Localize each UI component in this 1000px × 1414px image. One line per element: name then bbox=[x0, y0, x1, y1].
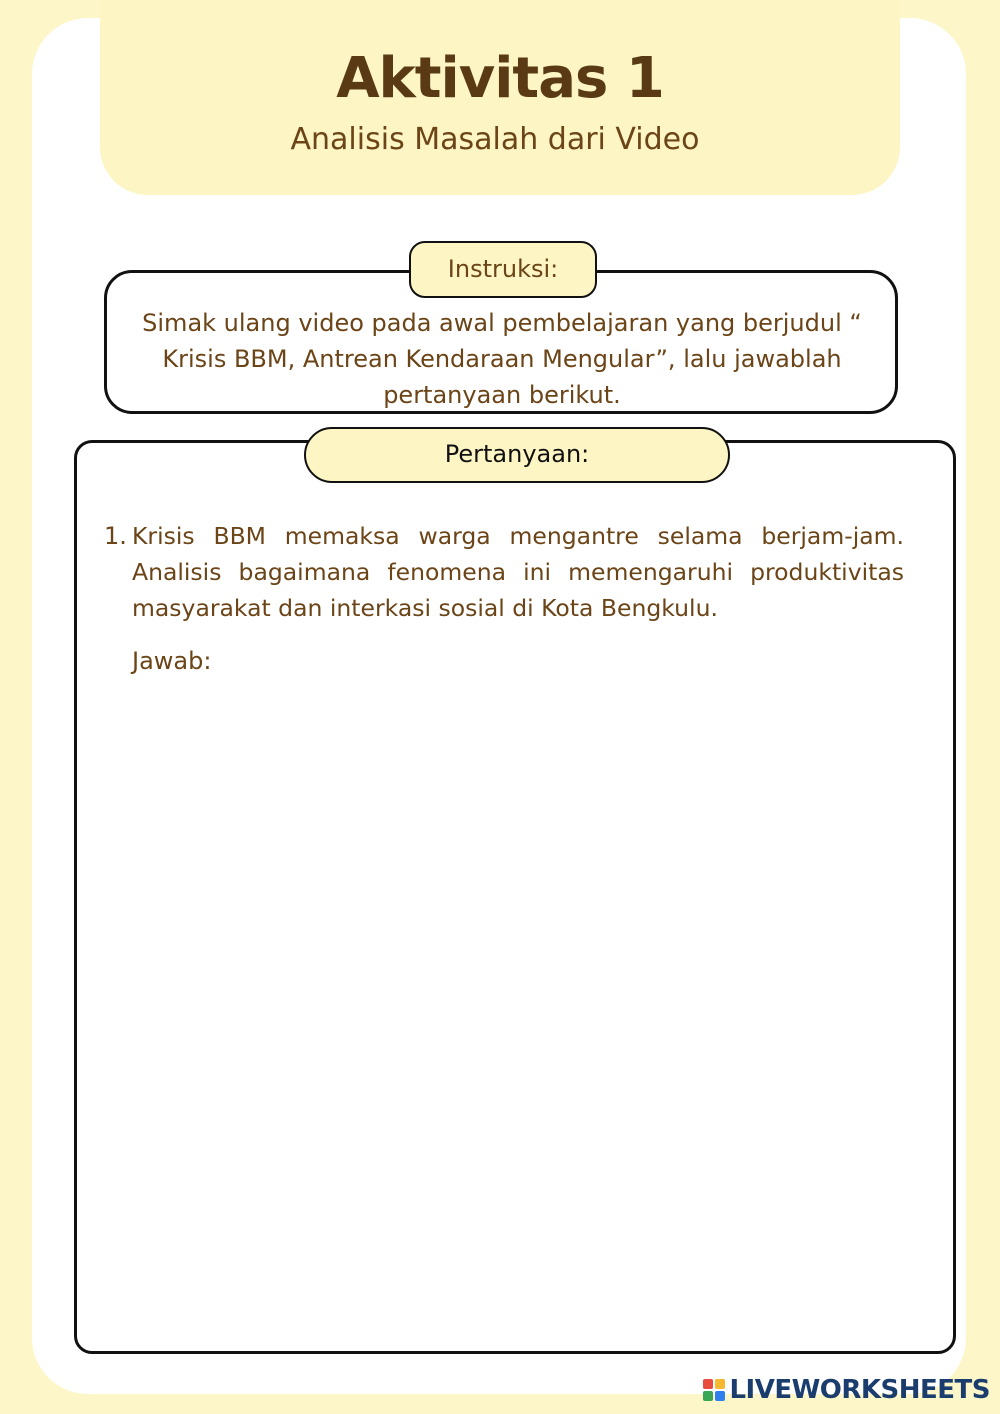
page-title: Aktivitas 1 bbox=[336, 46, 664, 111]
question-number: 1. bbox=[104, 522, 127, 550]
logo-square-blue-icon bbox=[715, 1391, 725, 1401]
liveworksheets-logo[interactable] bbox=[703, 1372, 990, 1408]
logo-text: LIVEWORKSHEETS bbox=[729, 1375, 990, 1405]
question-text: Krisis BBM memaksa warga mengantre selama berjam-jam. Analisis bagaimana fenomena ini memengaruhi produktivitas masyarakat dan interkasi sosial di Kota Bengkulu. bbox=[132, 522, 904, 622]
logo-square-yellow-icon bbox=[715, 1379, 725, 1389]
answer-input-area[interactable] bbox=[132, 686, 904, 1326]
liveworksheets-logo-icon bbox=[703, 1379, 725, 1401]
logo-square-green-icon bbox=[703, 1391, 713, 1401]
logo-square-red-icon bbox=[703, 1379, 713, 1389]
instructions-text: Simak ulang video pada awal pembelajaran yang berjudul “ Krisis BBM, Antrean Kendaraan Mengular”, lalu jawablah pertanyaan berikut. bbox=[142, 309, 862, 409]
instructions-label: Instruksi: bbox=[409, 241, 597, 298]
answer-label: Jawab: bbox=[132, 647, 212, 675]
page-subtitle: Analisis Masalah dari Video bbox=[290, 122, 700, 157]
questions-label: Pertanyaan: bbox=[304, 427, 730, 483]
